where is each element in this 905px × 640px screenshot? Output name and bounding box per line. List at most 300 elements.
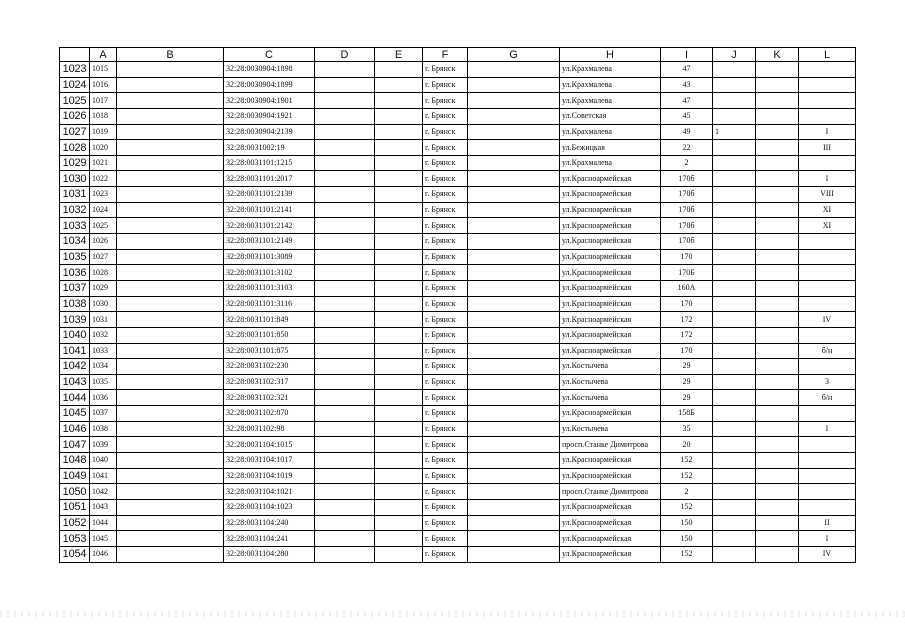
cell-k[interactable] [756, 62, 799, 78]
cell-c[interactable]: 32:28:0031101:850 [224, 327, 315, 343]
cell-c[interactable]: 32:28:0031102:230 [224, 359, 315, 375]
cell-j[interactable] [713, 108, 756, 124]
cell-g[interactable] [468, 468, 560, 484]
cell-i[interactable]: 29 [661, 374, 713, 390]
cell-i[interactable]: 172 [661, 312, 713, 328]
cell-k[interactable] [756, 249, 799, 265]
cell-e[interactable] [375, 234, 423, 250]
cell-e[interactable] [375, 265, 423, 281]
column-header-i[interactable]: I [661, 48, 713, 62]
cell-b[interactable] [117, 296, 224, 312]
cell-k[interactable] [756, 437, 799, 453]
cell-l[interactable]: б/н [799, 390, 856, 406]
row-number[interactable]: 1033 [60, 218, 90, 234]
cell-e[interactable] [375, 155, 423, 171]
cell-a[interactable]: 1019 [90, 124, 117, 140]
cell-j[interactable] [713, 453, 756, 469]
cell-e[interactable] [375, 468, 423, 484]
cell-a[interactable]: 1022 [90, 171, 117, 187]
cell-g[interactable] [468, 499, 560, 515]
cell-e[interactable] [375, 108, 423, 124]
cell-h[interactable]: ул.Крахмалева [560, 62, 661, 78]
cell-a[interactable]: 1045 [90, 531, 117, 547]
cell-a[interactable]: 1042 [90, 484, 117, 500]
cell-i[interactable]: 20 [661, 437, 713, 453]
cell-b[interactable] [117, 187, 224, 203]
cell-g[interactable] [468, 390, 560, 406]
cell-e[interactable] [375, 93, 423, 109]
column-header-a[interactable]: A [90, 48, 117, 62]
cell-b[interactable] [117, 62, 224, 78]
cell-k[interactable] [756, 218, 799, 234]
cell-d[interactable] [315, 437, 375, 453]
cell-f[interactable]: г. Брянск [423, 234, 468, 250]
cell-j[interactable] [713, 234, 756, 250]
row-number[interactable]: 1052 [60, 515, 90, 531]
cell-h[interactable]: ул.Костычева [560, 421, 661, 437]
row-number[interactable]: 1028 [60, 140, 90, 156]
cell-l[interactable]: IV [799, 546, 856, 562]
cell-a[interactable]: 1031 [90, 312, 117, 328]
cell-c[interactable]: 32:28:0030904:1901 [224, 93, 315, 109]
cell-g[interactable] [468, 218, 560, 234]
cell-d[interactable] [315, 499, 375, 515]
cell-g[interactable] [468, 62, 560, 78]
cell-l[interactable] [799, 437, 856, 453]
cell-a[interactable]: 1033 [90, 343, 117, 359]
cell-e[interactable] [375, 62, 423, 78]
cell-c[interactable]: 32:28:0031101:3103 [224, 280, 315, 296]
cell-d[interactable] [315, 359, 375, 375]
cell-l[interactable]: I [799, 421, 856, 437]
cell-e[interactable] [375, 421, 423, 437]
cell-j[interactable] [713, 468, 756, 484]
cell-a[interactable]: 1027 [90, 249, 117, 265]
cell-l[interactable] [799, 484, 856, 500]
cell-h[interactable]: ул.Красноармейская [560, 499, 661, 515]
cell-i[interactable]: 29 [661, 390, 713, 406]
cell-g[interactable] [468, 265, 560, 281]
cell-f[interactable]: г. Брянск [423, 108, 468, 124]
cell-d[interactable] [315, 108, 375, 124]
cell-a[interactable]: 1016 [90, 77, 117, 93]
cell-b[interactable] [117, 468, 224, 484]
cell-b[interactable] [117, 234, 224, 250]
cell-g[interactable] [468, 249, 560, 265]
cell-f[interactable]: г. Брянск [423, 406, 468, 422]
cell-h[interactable]: ул.Красноармейская [560, 202, 661, 218]
cell-l[interactable] [799, 108, 856, 124]
cell-f[interactable]: г. Брянск [423, 202, 468, 218]
corner-cell[interactable] [60, 48, 90, 62]
cell-i[interactable]: 170 [661, 249, 713, 265]
cell-h[interactable]: ул.Красноармейская [560, 249, 661, 265]
cell-d[interactable] [315, 77, 375, 93]
cell-h[interactable]: ул.Красноармейская [560, 234, 661, 250]
column-header-f[interactable]: F [423, 48, 468, 62]
cell-c[interactable]: 32:28:0031102:317 [224, 374, 315, 390]
cell-c[interactable]: 32:28:0031101:2142 [224, 218, 315, 234]
cell-f[interactable]: г. Брянск [423, 296, 468, 312]
cell-c[interactable]: 32:28:0031101:2141 [224, 202, 315, 218]
cell-g[interactable] [468, 484, 560, 500]
cell-c[interactable]: 32:28:0031101:2149 [224, 234, 315, 250]
cell-c[interactable]: 32:28:0031101:875 [224, 343, 315, 359]
cell-d[interactable] [315, 374, 375, 390]
cell-k[interactable] [756, 343, 799, 359]
cell-g[interactable] [468, 437, 560, 453]
cell-d[interactable] [315, 155, 375, 171]
cell-h[interactable]: ул.Костычева [560, 374, 661, 390]
row-number[interactable]: 1029 [60, 155, 90, 171]
cell-i[interactable]: 172 [661, 327, 713, 343]
cell-f[interactable]: г. Брянск [423, 312, 468, 328]
cell-k[interactable] [756, 484, 799, 500]
row-number[interactable]: 1042 [60, 359, 90, 375]
cell-d[interactable] [315, 327, 375, 343]
cell-b[interactable] [117, 499, 224, 515]
cell-e[interactable] [375, 124, 423, 140]
row-number[interactable]: 1048 [60, 453, 90, 469]
cell-c[interactable]: 32:28:0031104:280 [224, 546, 315, 562]
cell-b[interactable] [117, 453, 224, 469]
cell-h[interactable]: ул.Красноармейская [560, 468, 661, 484]
cell-h[interactable]: ул.Костычева [560, 390, 661, 406]
cell-f[interactable]: г. Брянск [423, 171, 468, 187]
cell-l[interactable]: I [799, 171, 856, 187]
cell-i[interactable]: 43 [661, 77, 713, 93]
cell-e[interactable] [375, 499, 423, 515]
cell-a[interactable]: 1030 [90, 296, 117, 312]
cell-f[interactable]: г. Брянск [423, 359, 468, 375]
cell-i[interactable]: 152 [661, 453, 713, 469]
cell-l[interactable] [799, 453, 856, 469]
cell-g[interactable] [468, 202, 560, 218]
cell-j[interactable] [713, 280, 756, 296]
cell-l[interactable] [799, 77, 856, 93]
cell-j[interactable] [713, 202, 756, 218]
cell-b[interactable] [117, 374, 224, 390]
cell-h[interactable]: ул.Крахмалева [560, 77, 661, 93]
cell-b[interactable] [117, 437, 224, 453]
cell-e[interactable] [375, 312, 423, 328]
cell-g[interactable] [468, 312, 560, 328]
cell-k[interactable] [756, 312, 799, 328]
cell-e[interactable] [375, 296, 423, 312]
cell-a[interactable]: 1015 [90, 62, 117, 78]
cell-j[interactable] [713, 140, 756, 156]
cell-e[interactable] [375, 218, 423, 234]
cell-c[interactable]: 32:28:0031102:98 [224, 421, 315, 437]
cell-d[interactable] [315, 140, 375, 156]
cell-d[interactable] [315, 249, 375, 265]
cell-f[interactable]: г. Брянск [423, 77, 468, 93]
cell-h[interactable]: ул.Красноармейская [560, 312, 661, 328]
cell-l[interactable]: IV [799, 312, 856, 328]
cell-c[interactable]: 32:28:0031101:1215 [224, 155, 315, 171]
row-number[interactable]: 1043 [60, 374, 90, 390]
cell-d[interactable] [315, 515, 375, 531]
cell-k[interactable] [756, 280, 799, 296]
cell-g[interactable] [468, 77, 560, 93]
cell-l[interactable]: III [799, 140, 856, 156]
cell-b[interactable] [117, 280, 224, 296]
row-number[interactable]: 1027 [60, 124, 90, 140]
cell-j[interactable] [713, 155, 756, 171]
cell-k[interactable] [756, 531, 799, 547]
cell-f[interactable]: г. Брянск [423, 218, 468, 234]
row-number[interactable]: 1026 [60, 108, 90, 124]
cell-l[interactable]: б/н [799, 343, 856, 359]
cell-b[interactable] [117, 108, 224, 124]
cell-j[interactable] [713, 343, 756, 359]
cell-e[interactable] [375, 515, 423, 531]
cell-l[interactable]: 3 [799, 374, 856, 390]
cell-e[interactable] [375, 437, 423, 453]
cell-g[interactable] [468, 327, 560, 343]
row-number[interactable]: 1032 [60, 202, 90, 218]
cell-f[interactable]: г. Брянск [423, 499, 468, 515]
cell-i[interactable]: 170б [661, 171, 713, 187]
cell-h[interactable]: ул.Красноармейская [560, 406, 661, 422]
cell-k[interactable] [756, 499, 799, 515]
cell-i[interactable]: 47 [661, 93, 713, 109]
cell-f[interactable]: г. Брянск [423, 249, 468, 265]
row-number[interactable]: 1050 [60, 484, 90, 500]
cell-d[interactable] [315, 390, 375, 406]
cell-a[interactable]: 1040 [90, 453, 117, 469]
cell-l[interactable] [799, 327, 856, 343]
cell-i[interactable]: 158Б [661, 406, 713, 422]
cell-i[interactable]: 152 [661, 499, 713, 515]
cell-e[interactable] [375, 77, 423, 93]
cell-d[interactable] [315, 124, 375, 140]
cell-j[interactable] [713, 484, 756, 500]
cell-h[interactable]: ул.Красноармейская [560, 265, 661, 281]
cell-j[interactable] [713, 77, 756, 93]
cell-f[interactable]: г. Брянск [423, 484, 468, 500]
cell-b[interactable] [117, 390, 224, 406]
cell-k[interactable] [756, 140, 799, 156]
cell-e[interactable] [375, 484, 423, 500]
cell-b[interactable] [117, 171, 224, 187]
cell-i[interactable]: 152 [661, 546, 713, 562]
cell-k[interactable] [756, 359, 799, 375]
cell-g[interactable] [468, 546, 560, 562]
cell-k[interactable] [756, 390, 799, 406]
cell-j[interactable]: 1 [713, 124, 756, 140]
cell-f[interactable]: г. Брянск [423, 187, 468, 203]
cell-e[interactable] [375, 171, 423, 187]
cell-k[interactable] [756, 171, 799, 187]
cell-g[interactable] [468, 140, 560, 156]
cell-h[interactable]: ул.Крахмалева [560, 155, 661, 171]
cell-b[interactable] [117, 484, 224, 500]
row-number[interactable]: 1030 [60, 171, 90, 187]
cell-e[interactable] [375, 374, 423, 390]
cell-k[interactable] [756, 374, 799, 390]
cell-h[interactable]: ул.Красноармейская [560, 531, 661, 547]
cell-k[interactable] [756, 327, 799, 343]
cell-k[interactable] [756, 421, 799, 437]
cell-i[interactable]: 35 [661, 421, 713, 437]
cell-c[interactable]: 32:28:0031104:240 [224, 515, 315, 531]
cell-d[interactable] [315, 484, 375, 500]
cell-j[interactable] [713, 312, 756, 328]
row-number[interactable]: 1023 [60, 62, 90, 78]
cell-c[interactable]: 32:28:0031101:3089 [224, 249, 315, 265]
cell-a[interactable]: 1026 [90, 234, 117, 250]
row-number[interactable]: 1046 [60, 421, 90, 437]
cell-k[interactable] [756, 187, 799, 203]
row-number[interactable]: 1047 [60, 437, 90, 453]
cell-l[interactable] [799, 468, 856, 484]
cell-i[interactable]: 170 [661, 296, 713, 312]
cell-d[interactable] [315, 187, 375, 203]
cell-d[interactable] [315, 343, 375, 359]
cell-g[interactable] [468, 108, 560, 124]
cell-d[interactable] [315, 265, 375, 281]
row-number[interactable]: 1051 [60, 499, 90, 515]
cell-f[interactable]: г. Брянск [423, 531, 468, 547]
cell-h[interactable]: ул.Костычева [560, 359, 661, 375]
column-header-h[interactable]: H [560, 48, 661, 62]
row-number[interactable]: 1024 [60, 77, 90, 93]
cell-a[interactable]: 1032 [90, 327, 117, 343]
row-number[interactable]: 1031 [60, 187, 90, 203]
cell-c[interactable]: 32:28:0031002:19 [224, 140, 315, 156]
cell-e[interactable] [375, 546, 423, 562]
cell-l[interactable] [799, 249, 856, 265]
cell-j[interactable] [713, 218, 756, 234]
cell-g[interactable] [468, 359, 560, 375]
cell-e[interactable] [375, 359, 423, 375]
row-number[interactable]: 1054 [60, 546, 90, 562]
cell-d[interactable] [315, 546, 375, 562]
cell-g[interactable] [468, 171, 560, 187]
cell-b[interactable] [117, 218, 224, 234]
cell-h[interactable]: ул.Красноармейская [560, 546, 661, 562]
cell-c[interactable]: 32:28:0030904:1898 [224, 62, 315, 78]
cell-j[interactable] [713, 531, 756, 547]
cell-i[interactable]: 22 [661, 140, 713, 156]
cell-c[interactable]: 32:28:0031101:3116 [224, 296, 315, 312]
cell-i[interactable]: 152 [661, 468, 713, 484]
cell-a[interactable]: 1043 [90, 499, 117, 515]
cell-k[interactable] [756, 234, 799, 250]
column-header-e[interactable]: E [375, 48, 423, 62]
cell-f[interactable]: г. Брянск [423, 155, 468, 171]
cell-g[interactable] [468, 515, 560, 531]
cell-c[interactable]: 32:28:0031104:1023 [224, 499, 315, 515]
row-number[interactable]: 1041 [60, 343, 90, 359]
cell-c[interactable]: 32:28:0031102:321 [224, 390, 315, 406]
row-number[interactable]: 1040 [60, 327, 90, 343]
cell-d[interactable] [315, 531, 375, 547]
cell-a[interactable]: 1021 [90, 155, 117, 171]
cell-f[interactable]: г. Брянск [423, 265, 468, 281]
row-number[interactable]: 1045 [60, 406, 90, 422]
cell-b[interactable] [117, 343, 224, 359]
cell-d[interactable] [315, 171, 375, 187]
cell-b[interactable] [117, 531, 224, 547]
cell-g[interactable] [468, 406, 560, 422]
cell-h[interactable]: ул.Крахмалева [560, 93, 661, 109]
cell-f[interactable]: г. Брянск [423, 390, 468, 406]
cell-b[interactable] [117, 265, 224, 281]
cell-e[interactable] [375, 187, 423, 203]
cell-k[interactable] [756, 468, 799, 484]
cell-k[interactable] [756, 515, 799, 531]
cell-j[interactable] [713, 249, 756, 265]
cell-j[interactable] [713, 499, 756, 515]
cell-g[interactable] [468, 453, 560, 469]
cell-g[interactable] [468, 187, 560, 203]
cell-h[interactable]: ул.Бежицкая [560, 140, 661, 156]
cell-j[interactable] [713, 546, 756, 562]
cell-e[interactable] [375, 140, 423, 156]
cell-c[interactable]: 32:28:0031104:1017 [224, 453, 315, 469]
row-number[interactable]: 1034 [60, 234, 90, 250]
cell-h[interactable]: ул.Красноармейская [560, 280, 661, 296]
cell-f[interactable]: г. Брянск [423, 437, 468, 453]
cell-b[interactable] [117, 249, 224, 265]
cell-l[interactable] [799, 499, 856, 515]
cell-a[interactable]: 1035 [90, 374, 117, 390]
cell-l[interactable] [799, 296, 856, 312]
cell-i[interactable]: 47 [661, 62, 713, 78]
cell-g[interactable] [468, 93, 560, 109]
row-number[interactable]: 1036 [60, 265, 90, 281]
cell-f[interactable]: г. Брянск [423, 343, 468, 359]
cell-d[interactable] [315, 312, 375, 328]
cell-e[interactable] [375, 343, 423, 359]
cell-i[interactable]: 150 [661, 515, 713, 531]
cell-d[interactable] [315, 93, 375, 109]
cell-a[interactable]: 1025 [90, 218, 117, 234]
cell-i[interactable]: 49 [661, 124, 713, 140]
cell-a[interactable]: 1029 [90, 280, 117, 296]
cell-j[interactable] [713, 265, 756, 281]
cell-j[interactable] [713, 421, 756, 437]
cell-l[interactable] [799, 234, 856, 250]
cell-i[interactable]: 170б [661, 187, 713, 203]
cell-b[interactable] [117, 140, 224, 156]
cell-i[interactable]: 29 [661, 359, 713, 375]
cell-e[interactable] [375, 453, 423, 469]
cell-e[interactable] [375, 406, 423, 422]
cell-j[interactable] [713, 437, 756, 453]
cell-b[interactable] [117, 202, 224, 218]
cell-a[interactable]: 1023 [90, 187, 117, 203]
column-header-g[interactable]: G [468, 48, 560, 62]
cell-l[interactable] [799, 280, 856, 296]
cell-h[interactable]: ул.Советская [560, 108, 661, 124]
cell-h[interactable]: просп.Станке Димитрова [560, 437, 661, 453]
cell-g[interactable] [468, 296, 560, 312]
cell-i[interactable]: 170 [661, 343, 713, 359]
row-number[interactable]: 1044 [60, 390, 90, 406]
column-header-d[interactable]: D [315, 48, 375, 62]
cell-a[interactable]: 1046 [90, 546, 117, 562]
cell-i[interactable]: 150 [661, 531, 713, 547]
cell-k[interactable] [756, 108, 799, 124]
cell-f[interactable]: г. Брянск [423, 546, 468, 562]
cell-b[interactable] [117, 312, 224, 328]
cell-i[interactable]: 2 [661, 484, 713, 500]
cell-k[interactable] [756, 406, 799, 422]
cell-g[interactable] [468, 234, 560, 250]
